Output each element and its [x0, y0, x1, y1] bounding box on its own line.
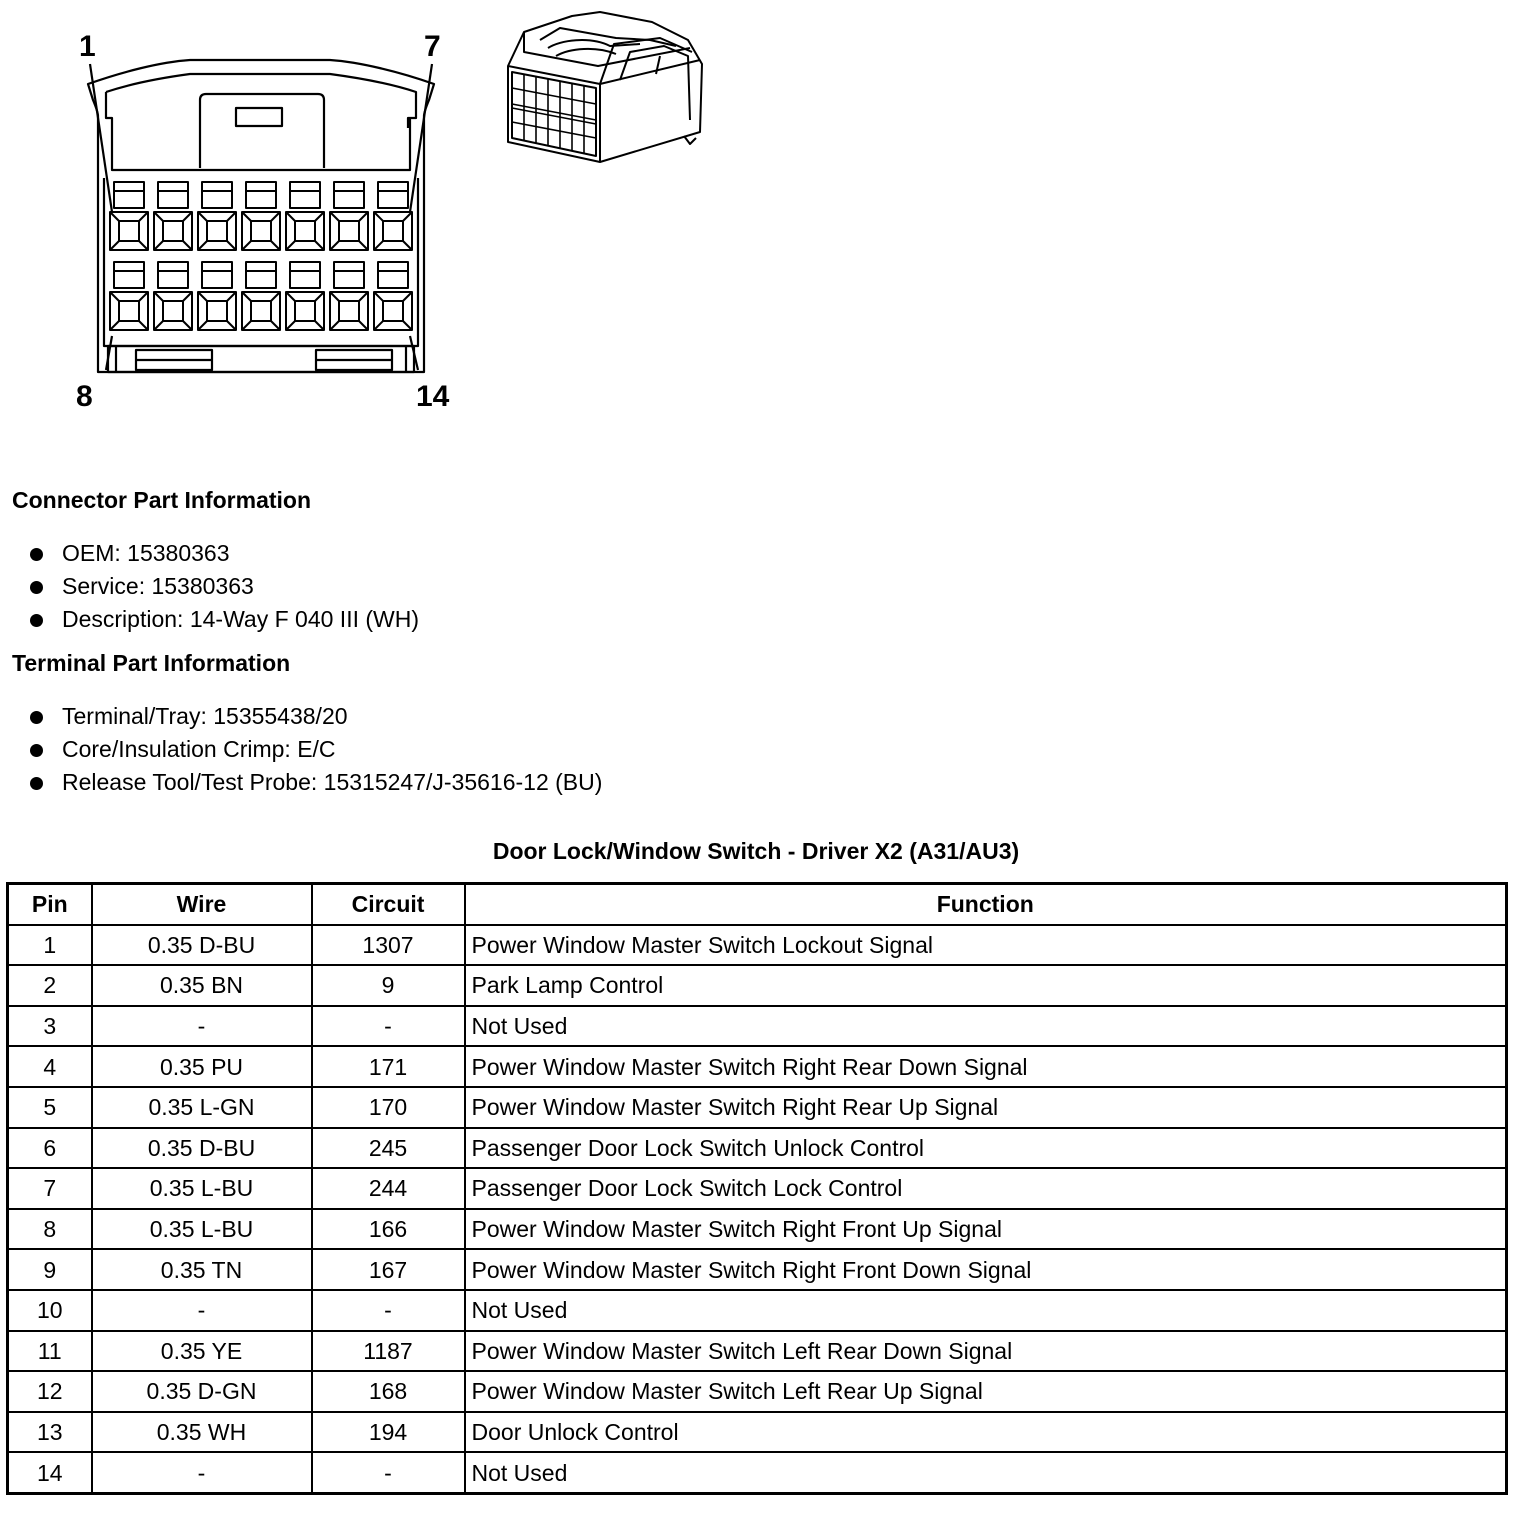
- connector-info-item: Description: 14-Way F 040 III (WH): [28, 603, 419, 636]
- table-row: [8, 925, 1507, 966]
- cavity-bevel-line: [286, 292, 295, 301]
- cavity-bevel-line: [286, 241, 295, 250]
- table-row: [8, 1371, 1507, 1412]
- cavity-lock-tab: [114, 182, 144, 208]
- cavity-bevel-line: [139, 321, 148, 330]
- circuit-cell: 245: [312, 1128, 465, 1169]
- cavity-bevel-line: [198, 292, 207, 301]
- pin-cell: 13: [8, 1412, 92, 1453]
- cavity-lock-tab: [378, 182, 408, 208]
- cavity-bevel-line: [198, 241, 207, 250]
- cavity-bevel-line: [110, 212, 119, 221]
- circuit-cell: -: [312, 1452, 465, 1493]
- circuit-cell: 171: [312, 1046, 465, 1087]
- table-row: [8, 1006, 1507, 1047]
- terminal-cavity-inner: [207, 221, 227, 241]
- terminal-info-title: Terminal Part Information: [12, 650, 291, 676]
- cavity-bevel-line: [271, 321, 280, 330]
- pin-cell: 2: [8, 965, 92, 1006]
- table-row: [8, 1331, 1507, 1372]
- connector-info-title: Connector Part Information: [12, 487, 312, 513]
- cavity-lock-tab: [290, 182, 320, 208]
- cavity-bevel-line: [198, 212, 207, 221]
- table-title: Door Lock/Window Switch - Driver X2 (A31/AU3): [492, 838, 1020, 864]
- cavity-bevel-line: [330, 292, 339, 301]
- cavity-bevel-line: [330, 212, 339, 221]
- circuit-cell: 9: [312, 965, 465, 1006]
- connector-info-item: OEM: 15380363: [28, 537, 419, 570]
- cavity-bevel-line: [227, 321, 236, 330]
- connector-info-list: [28, 537, 419, 636]
- terminal-cavity-inner: [383, 221, 403, 241]
- terminal-cavity-inner: [207, 301, 227, 321]
- pin-cell: 9: [8, 1249, 92, 1290]
- cavity-bevel-line: [183, 212, 192, 221]
- cavity-bevel-line: [315, 241, 324, 250]
- function-cell: Not Used: [465, 1290, 1507, 1331]
- cavity-bevel-line: [110, 292, 119, 301]
- terminal-cavity-inner: [119, 221, 139, 241]
- connector-info-item: Service: 15380363: [28, 570, 419, 603]
- table-row: [8, 1452, 1507, 1493]
- cavity-bevel-line: [183, 292, 192, 301]
- connector-face-view: [88, 60, 434, 372]
- cavity-bevel-line: [154, 292, 163, 301]
- cavity-bevel-line: [403, 321, 412, 330]
- cavity-bevel-line: [359, 321, 368, 330]
- pin-cell: 7: [8, 1168, 92, 1209]
- circuit-cell: 170: [312, 1087, 465, 1128]
- wire-cell: -: [92, 1290, 312, 1331]
- circuit-cell: 1187: [312, 1331, 465, 1372]
- wire-cell: 0.35 D-GN: [92, 1371, 312, 1412]
- terminal-cavity-inner: [383, 301, 403, 321]
- cavity-bevel-line: [315, 212, 324, 221]
- circuit-cell: -: [312, 1006, 465, 1047]
- terminal-info-item: Release Tool/Test Probe: 15315247/J-35616-12 (BU): [28, 766, 602, 799]
- wire-cell: 0.35 PU: [92, 1046, 312, 1087]
- function-cell: Power Window Master Switch Right Front Down Signal: [465, 1249, 1507, 1290]
- wire-cell: 0.35 D-BU: [92, 925, 312, 966]
- pin-label-7: 7: [424, 30, 441, 63]
- pin-cell: 1: [8, 925, 92, 966]
- header-wire: Wire: [92, 884, 312, 925]
- pin-cell: 5: [8, 1087, 92, 1128]
- circuit-cell: 167: [312, 1249, 465, 1290]
- pin-cell: 8: [8, 1209, 92, 1250]
- function-cell: Park Lamp Control: [465, 965, 1507, 1006]
- wire-cell: -: [92, 1006, 312, 1047]
- terminal-cavity-inner: [295, 221, 315, 241]
- cavity-bevel-line: [271, 292, 280, 301]
- pin-cell: 12: [8, 1371, 92, 1412]
- table-row: [8, 1128, 1507, 1169]
- pin-label-1: 1: [79, 30, 96, 63]
- pin-cell: 11: [8, 1331, 92, 1372]
- wire-cell: 0.35 L-BU: [92, 1168, 312, 1209]
- pin-cell: 3: [8, 1006, 92, 1047]
- cavity-bevel-line: [315, 321, 324, 330]
- wire-cell: -: [92, 1452, 312, 1493]
- cavity-bevel-line: [271, 212, 280, 221]
- terminal-info-list: [28, 700, 602, 799]
- wire-cell: 0.35 TN: [92, 1249, 312, 1290]
- cavity-lock-tab: [378, 262, 408, 288]
- table-row: [8, 965, 1507, 1006]
- cavity-lock-tab: [246, 262, 276, 288]
- cavity-lock-tab: [158, 182, 188, 208]
- cavity-bevel-line: [154, 241, 163, 250]
- cavity-bevel-line: [183, 321, 192, 330]
- table-body: [8, 925, 1507, 1494]
- terminal-cavities: [110, 182, 412, 330]
- header-pin: Pin: [8, 884, 92, 925]
- cavity-bevel-line: [271, 241, 280, 250]
- function-cell: Not Used: [465, 1006, 1507, 1047]
- table-row: [8, 1209, 1507, 1250]
- table-header-row: [8, 884, 1507, 925]
- table-row: [8, 1412, 1507, 1453]
- terminal-info-item: Terminal/Tray: 15355438/20: [28, 700, 602, 733]
- function-cell: Not Used: [465, 1452, 1507, 1493]
- pin-cell: 4: [8, 1046, 92, 1087]
- cavity-bevel-line: [183, 241, 192, 250]
- cavity-bevel-line: [154, 212, 163, 221]
- cavity-lock-tab: [202, 182, 232, 208]
- header-function: Function: [465, 884, 1507, 925]
- terminal-cavity-inner: [339, 221, 359, 241]
- pin-cell: 10: [8, 1290, 92, 1331]
- table-row: [8, 1249, 1507, 1290]
- pin-cell: 14: [8, 1452, 92, 1493]
- table-row: [8, 1290, 1507, 1331]
- cavity-lock-tab: [114, 262, 144, 288]
- terminal-cavity-inner: [339, 301, 359, 321]
- connector-diagram: [0, 0, 760, 420]
- pin-cell: 6: [8, 1128, 92, 1169]
- wire-cell: 0.35 D-BU: [92, 1128, 312, 1169]
- cavity-bevel-line: [374, 212, 383, 221]
- cavity-bevel-line: [286, 321, 295, 330]
- cavity-bevel-line: [110, 241, 119, 250]
- function-cell: Power Window Master Switch Left Rear Up Signal: [465, 1371, 1507, 1412]
- function-cell: Power Window Master Switch Right Front Up Signal: [465, 1209, 1507, 1250]
- pin-label-8: 8: [76, 380, 93, 413]
- cavity-lock-tab: [334, 262, 364, 288]
- cavity-lock-tab: [158, 262, 188, 288]
- cavity-bevel-line: [359, 292, 368, 301]
- cavity-bevel-line: [198, 321, 207, 330]
- cavity-bevel-line: [110, 321, 119, 330]
- wire-cell: 0.35 L-GN: [92, 1087, 312, 1128]
- terminal-cavity-inner: [295, 301, 315, 321]
- cavity-bevel-line: [403, 241, 412, 250]
- cavity-bevel-line: [242, 321, 251, 330]
- cavity-bevel-line: [227, 212, 236, 221]
- circuit-cell: 168: [312, 1371, 465, 1412]
- function-cell: Passenger Door Lock Switch Lock Control: [465, 1168, 1507, 1209]
- circuit-cell: -: [312, 1290, 465, 1331]
- cavity-bevel-line: [242, 212, 251, 221]
- wire-cell: 0.35 YE: [92, 1331, 312, 1372]
- cavity-bevel-line: [359, 241, 368, 250]
- function-cell: Power Window Master Switch Right Rear Up Signal: [465, 1087, 1507, 1128]
- cavity-bevel-line: [374, 241, 383, 250]
- cavity-bevel-line: [315, 292, 324, 301]
- table-row: [8, 1046, 1507, 1087]
- cavity-lock-tab: [202, 262, 232, 288]
- cavity-bevel-line: [374, 321, 383, 330]
- circuit-cell: 1307: [312, 925, 465, 966]
- circuit-cell: 166: [312, 1209, 465, 1250]
- header-circuit: Circuit: [312, 884, 465, 925]
- wire-cell: 0.35 BN: [92, 965, 312, 1006]
- cavity-bevel-line: [154, 321, 163, 330]
- cavity-bevel-line: [139, 292, 148, 301]
- cavity-bevel-line: [286, 212, 295, 221]
- terminal-cavity-inner: [251, 301, 271, 321]
- table-row: [8, 1087, 1507, 1128]
- cavity-bevel-line: [227, 292, 236, 301]
- cavity-bevel-line: [403, 212, 412, 221]
- terminal-cavity-inner: [251, 221, 271, 241]
- terminal-cavity-inner: [119, 301, 139, 321]
- pin-label-14: 14: [416, 380, 450, 413]
- cavity-bevel-line: [139, 212, 148, 221]
- cavity-bevel-line: [330, 321, 339, 330]
- cavity-lock-tab: [246, 182, 276, 208]
- cavity-bevel-line: [242, 241, 251, 250]
- cavity-bevel-line: [139, 241, 148, 250]
- circuit-cell: 244: [312, 1168, 465, 1209]
- cavity-bevel-line: [359, 212, 368, 221]
- connector-isometric-view: [508, 12, 702, 162]
- function-cell: Power Window Master Switch Left Rear Down Signal: [465, 1331, 1507, 1372]
- terminal-cavity-inner: [163, 221, 183, 241]
- circuit-cell: 194: [312, 1412, 465, 1453]
- cavity-bevel-line: [403, 292, 412, 301]
- terminal-info-item: Core/Insulation Crimp: E/C: [28, 733, 602, 766]
- cavity-lock-tab: [334, 182, 364, 208]
- pinout-table: [6, 882, 1508, 1495]
- function-cell: Power Window Master Switch Right Rear Down Signal: [465, 1046, 1507, 1087]
- function-cell: Power Window Master Switch Lockout Signal: [465, 925, 1507, 966]
- cavity-bevel-line: [227, 241, 236, 250]
- cavity-lock-tab: [290, 262, 320, 288]
- cavity-bevel-line: [330, 241, 339, 250]
- table-row: [8, 1168, 1507, 1209]
- wire-cell: 0.35 WH: [92, 1412, 312, 1453]
- wire-cell: 0.35 L-BU: [92, 1209, 312, 1250]
- terminal-cavity-inner: [163, 301, 183, 321]
- function-cell: Door Unlock Control: [465, 1412, 1507, 1453]
- cavity-bevel-line: [242, 292, 251, 301]
- cavity-bevel-line: [374, 292, 383, 301]
- function-cell: Passenger Door Lock Switch Unlock Control: [465, 1128, 1507, 1169]
